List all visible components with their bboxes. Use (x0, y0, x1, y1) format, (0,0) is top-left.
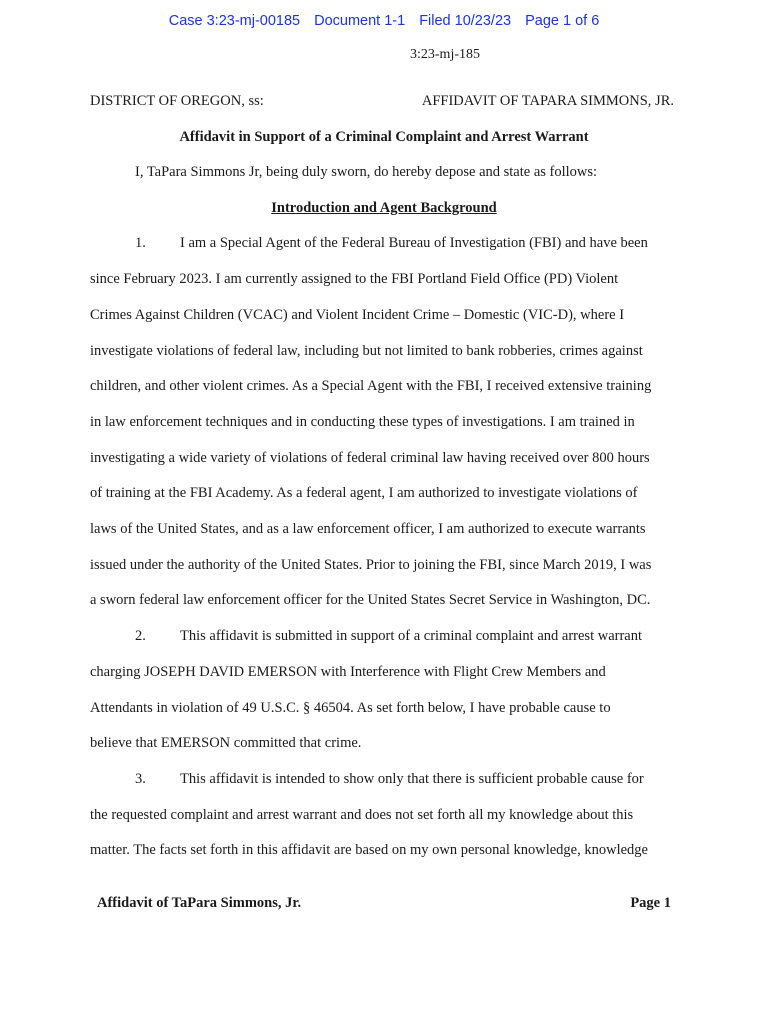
footer-affiant: Affidavit of TaPara Simmons, Jr. (97, 895, 302, 911)
ecf-header-stamp (0, 13, 768, 29)
caption-district: DISTRICT OF OREGON, ss: (90, 93, 264, 109)
filed-date: Filed 10/23/23 (419, 13, 512, 29)
caption-affidavit-of: AFFIDAVIT OF TAPARA SIMMONS, JR. (421, 93, 674, 109)
paragraph-1-line: laws of the United States, and as a law enforcement officer, I am authorized to execute warrants (90, 521, 646, 537)
docket-number: 3:23-mj-185 (410, 47, 480, 62)
paragraph-number: 2. (135, 628, 146, 644)
paragraph-1-line: of training at the FBI Academy. As a federal agent, I am authorized to investigate violations of (90, 485, 638, 501)
section-heading: Introduction and Agent Background (271, 200, 497, 216)
paragraph-1-line: Crimes Against Children (VCAC) and Violent Incident Crime – Domestic (VIC-D), where I (90, 307, 625, 323)
footer-page-number: Page 1 (630, 895, 671, 911)
paragraph-2-line: Attendants in violation of 49 U.S.C. § 46504. As set forth below, I have probable cause to (90, 700, 611, 716)
paragraph-1-line: since February 2023. I am currently assigned to the FBI Portland Field Office (PD) Violent (90, 271, 619, 287)
paragraph-2-line: charging JOSEPH DAVID EMERSON with Interference with Flight Crew Members and (90, 664, 606, 680)
paragraph-1-line: a sworn federal law enforcement officer for the United States Secret Service in Washington, DC. (90, 592, 651, 608)
oath-statement: I, TaPara Simmons Jr, being duly sworn, do hereby depose and state as follows: (135, 164, 598, 180)
paragraph-number: 1. (135, 235, 146, 251)
paragraph-1-line: investigate violations of federal law, including but not limited to bank robberies, crimes against (90, 343, 643, 359)
paragraph-2-line-1: 2. This affidavit is submitted in support of a criminal complaint and arrest warrant (135, 628, 643, 644)
paragraph-3-line: the requested complaint and arrest warrant and does not set forth all my knowledge about this (90, 807, 634, 823)
document-number: Document 1-1 (314, 13, 406, 29)
case-number: Case 3:23-mj-00185 (168, 13, 301, 29)
document-title: Affidavit in Support of a Criminal Complaint and Arrest Warrant (179, 129, 589, 145)
paragraph-number: 3. (135, 771, 146, 787)
paragraph-1-line: investigating a wide variety of violations of federal criminal law having received over 800 hours (90, 450, 650, 466)
paragraph-2-line: believe that EMERSON committed that crime. (90, 735, 362, 751)
page-count: Page 1 of 6 (525, 13, 600, 29)
paragraph-1-line: children, and other violent crimes. As a Special Agent with the FBI, I received extensive training (90, 378, 652, 394)
paragraph-1-line: issued under the authority of the United States. Prior to joining the FBI, since March 2019, I was (90, 557, 652, 573)
paragraph-1-line-1: 1. I am a Special Agent of the Federal Bureau of Investigation (FBI) and have been (135, 235, 648, 251)
paragraph-1-line: in law enforcement techniques and in conducting these types of investigations. I am trained in (90, 414, 635, 430)
paragraph-3-line: matter. The facts set forth in this affidavit are based on my own personal knowledge, knowledge (90, 842, 648, 858)
paragraph-3-line-1: 3. This affidavit is intended to show only that there is sufficient probable cause for (135, 771, 644, 787)
